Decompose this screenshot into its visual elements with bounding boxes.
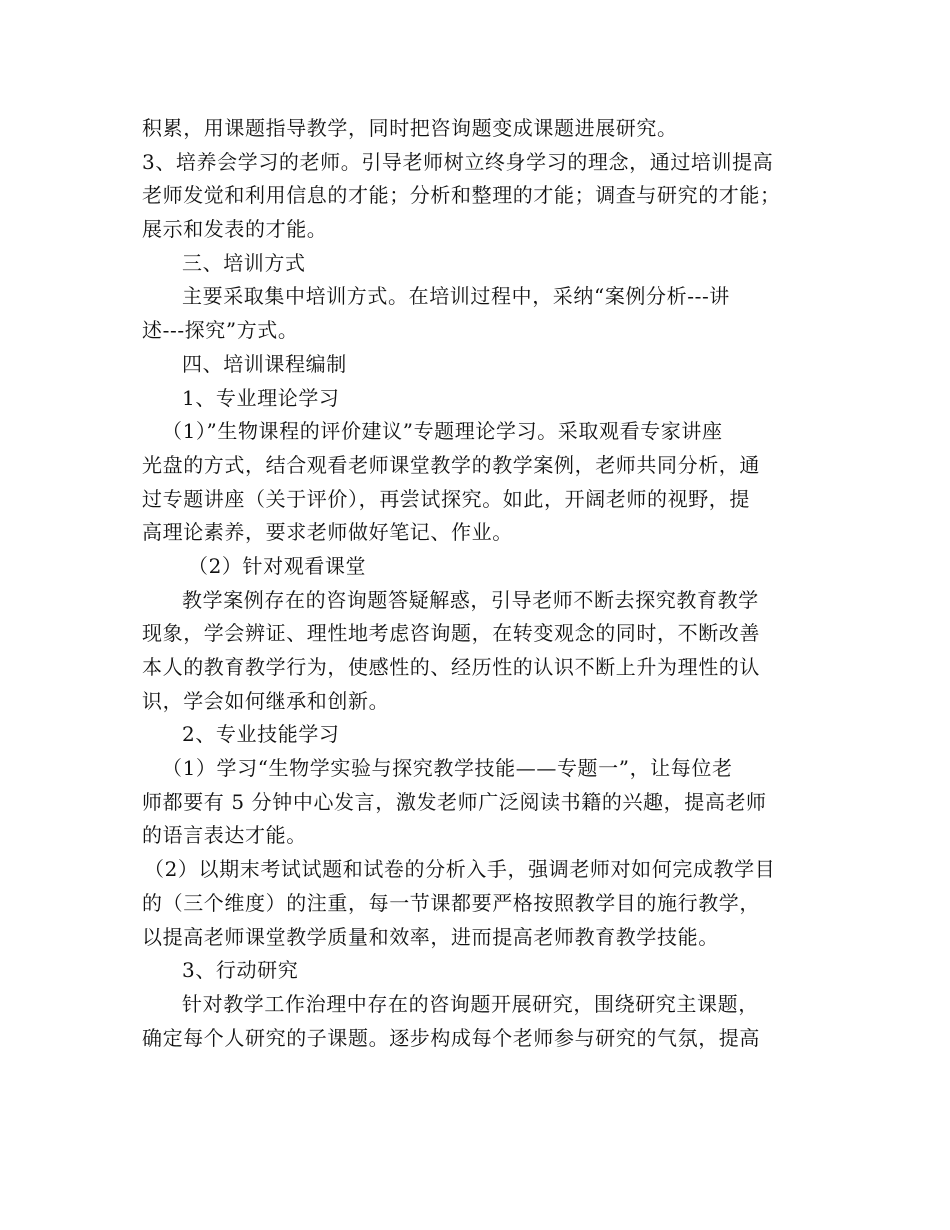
paragraph-line: 现象，学会辨证、理性地考虑咨询题，在转变观念的同时，不断改善 — [142, 621, 760, 646]
paragraph-line: 过专题讲座（关于评价），再尝试探究。如此，开阔老师的视野，提 — [142, 486, 750, 511]
paragraph-line: 师都要有 5 分钟中心发言，激发老师广泛阅读书籍的兴趣，提高老师 — [142, 789, 767, 814]
paragraph-line: 述---探究”方式。 — [142, 318, 299, 343]
paragraph-line: （1）”生物课程的评价建议”专题理论学习。采取观看专家讲座 — [162, 419, 723, 444]
paragraph-line: 以提高老师课堂教学质量和效率，进而提高老师教育教学技能。 — [142, 924, 719, 949]
paragraph-line: 老师发觉和利用信息的才能；分析和整理的才能；调查与研究的才能； — [142, 183, 781, 208]
paragraph-line: 识，学会如何继承和创新。 — [142, 688, 390, 713]
subsection-heading: 1、专业理论学习 — [182, 385, 340, 410]
paragraph-line: 展示和发表的才能。 — [142, 217, 328, 242]
paragraph-line: 针对教学工作治理中存在的咨询题开展研究，围绕研究主课题， — [182, 991, 759, 1016]
paragraph-line: 积累，用课题指导教学，同时把咨询题变成课题进展研究。 — [142, 116, 678, 140]
paragraph-line: 主要采取集中培训方式。在培训过程中，采纳“案例分析---讲 — [182, 284, 730, 309]
paragraph-line: 光盘的方式，结合观看老师课堂教学的教学案例，老师共同分析，通 — [142, 452, 760, 477]
paragraph-line: 本人的教育教学行为，使感性的、经历性的认识不断上升为理性的认 — [142, 655, 760, 679]
subsection-heading: 3、行动研究 — [182, 958, 299, 983]
paragraph-line: 确定每个人研究的子课题。逐步构成每个老师参与研究的气氛，提高 — [142, 1025, 760, 1050]
paragraph-line: 的语言表达才能。 — [142, 823, 307, 848]
section-heading: 三、培训方式 — [182, 250, 306, 275]
paragraph-line: （2）以期末考试试题和试卷的分析入手，强调老师对如何完成教学目 — [144, 857, 776, 882]
subsection-heading: 2、专业技能学习 — [182, 722, 340, 747]
section-heading: 四、培训课程编制 — [182, 351, 347, 376]
paragraph-line: 的（三个维度）的注重，每一节课都要严格按照教学目的施行教学， — [142, 890, 760, 915]
paragraph-line: （1）学习“生物学实验与探究教学技能——专题一”，让每位老 — [162, 756, 733, 781]
paragraph-line: 3、培养会学习的老师。引导老师树立终身学习的理念，通过培训提高 — [142, 149, 774, 174]
document-body — [142, 112, 812, 1055]
paragraph-line: 教学案例存在的咨询题答疑解惑，引导老师不断去探究教育教学 — [182, 587, 759, 612]
paragraph-line: 高理论素养，要求老师做好笔记、作业。 — [142, 520, 513, 545]
paragraph-line: （2）针对观看课堂 — [188, 553, 367, 578]
